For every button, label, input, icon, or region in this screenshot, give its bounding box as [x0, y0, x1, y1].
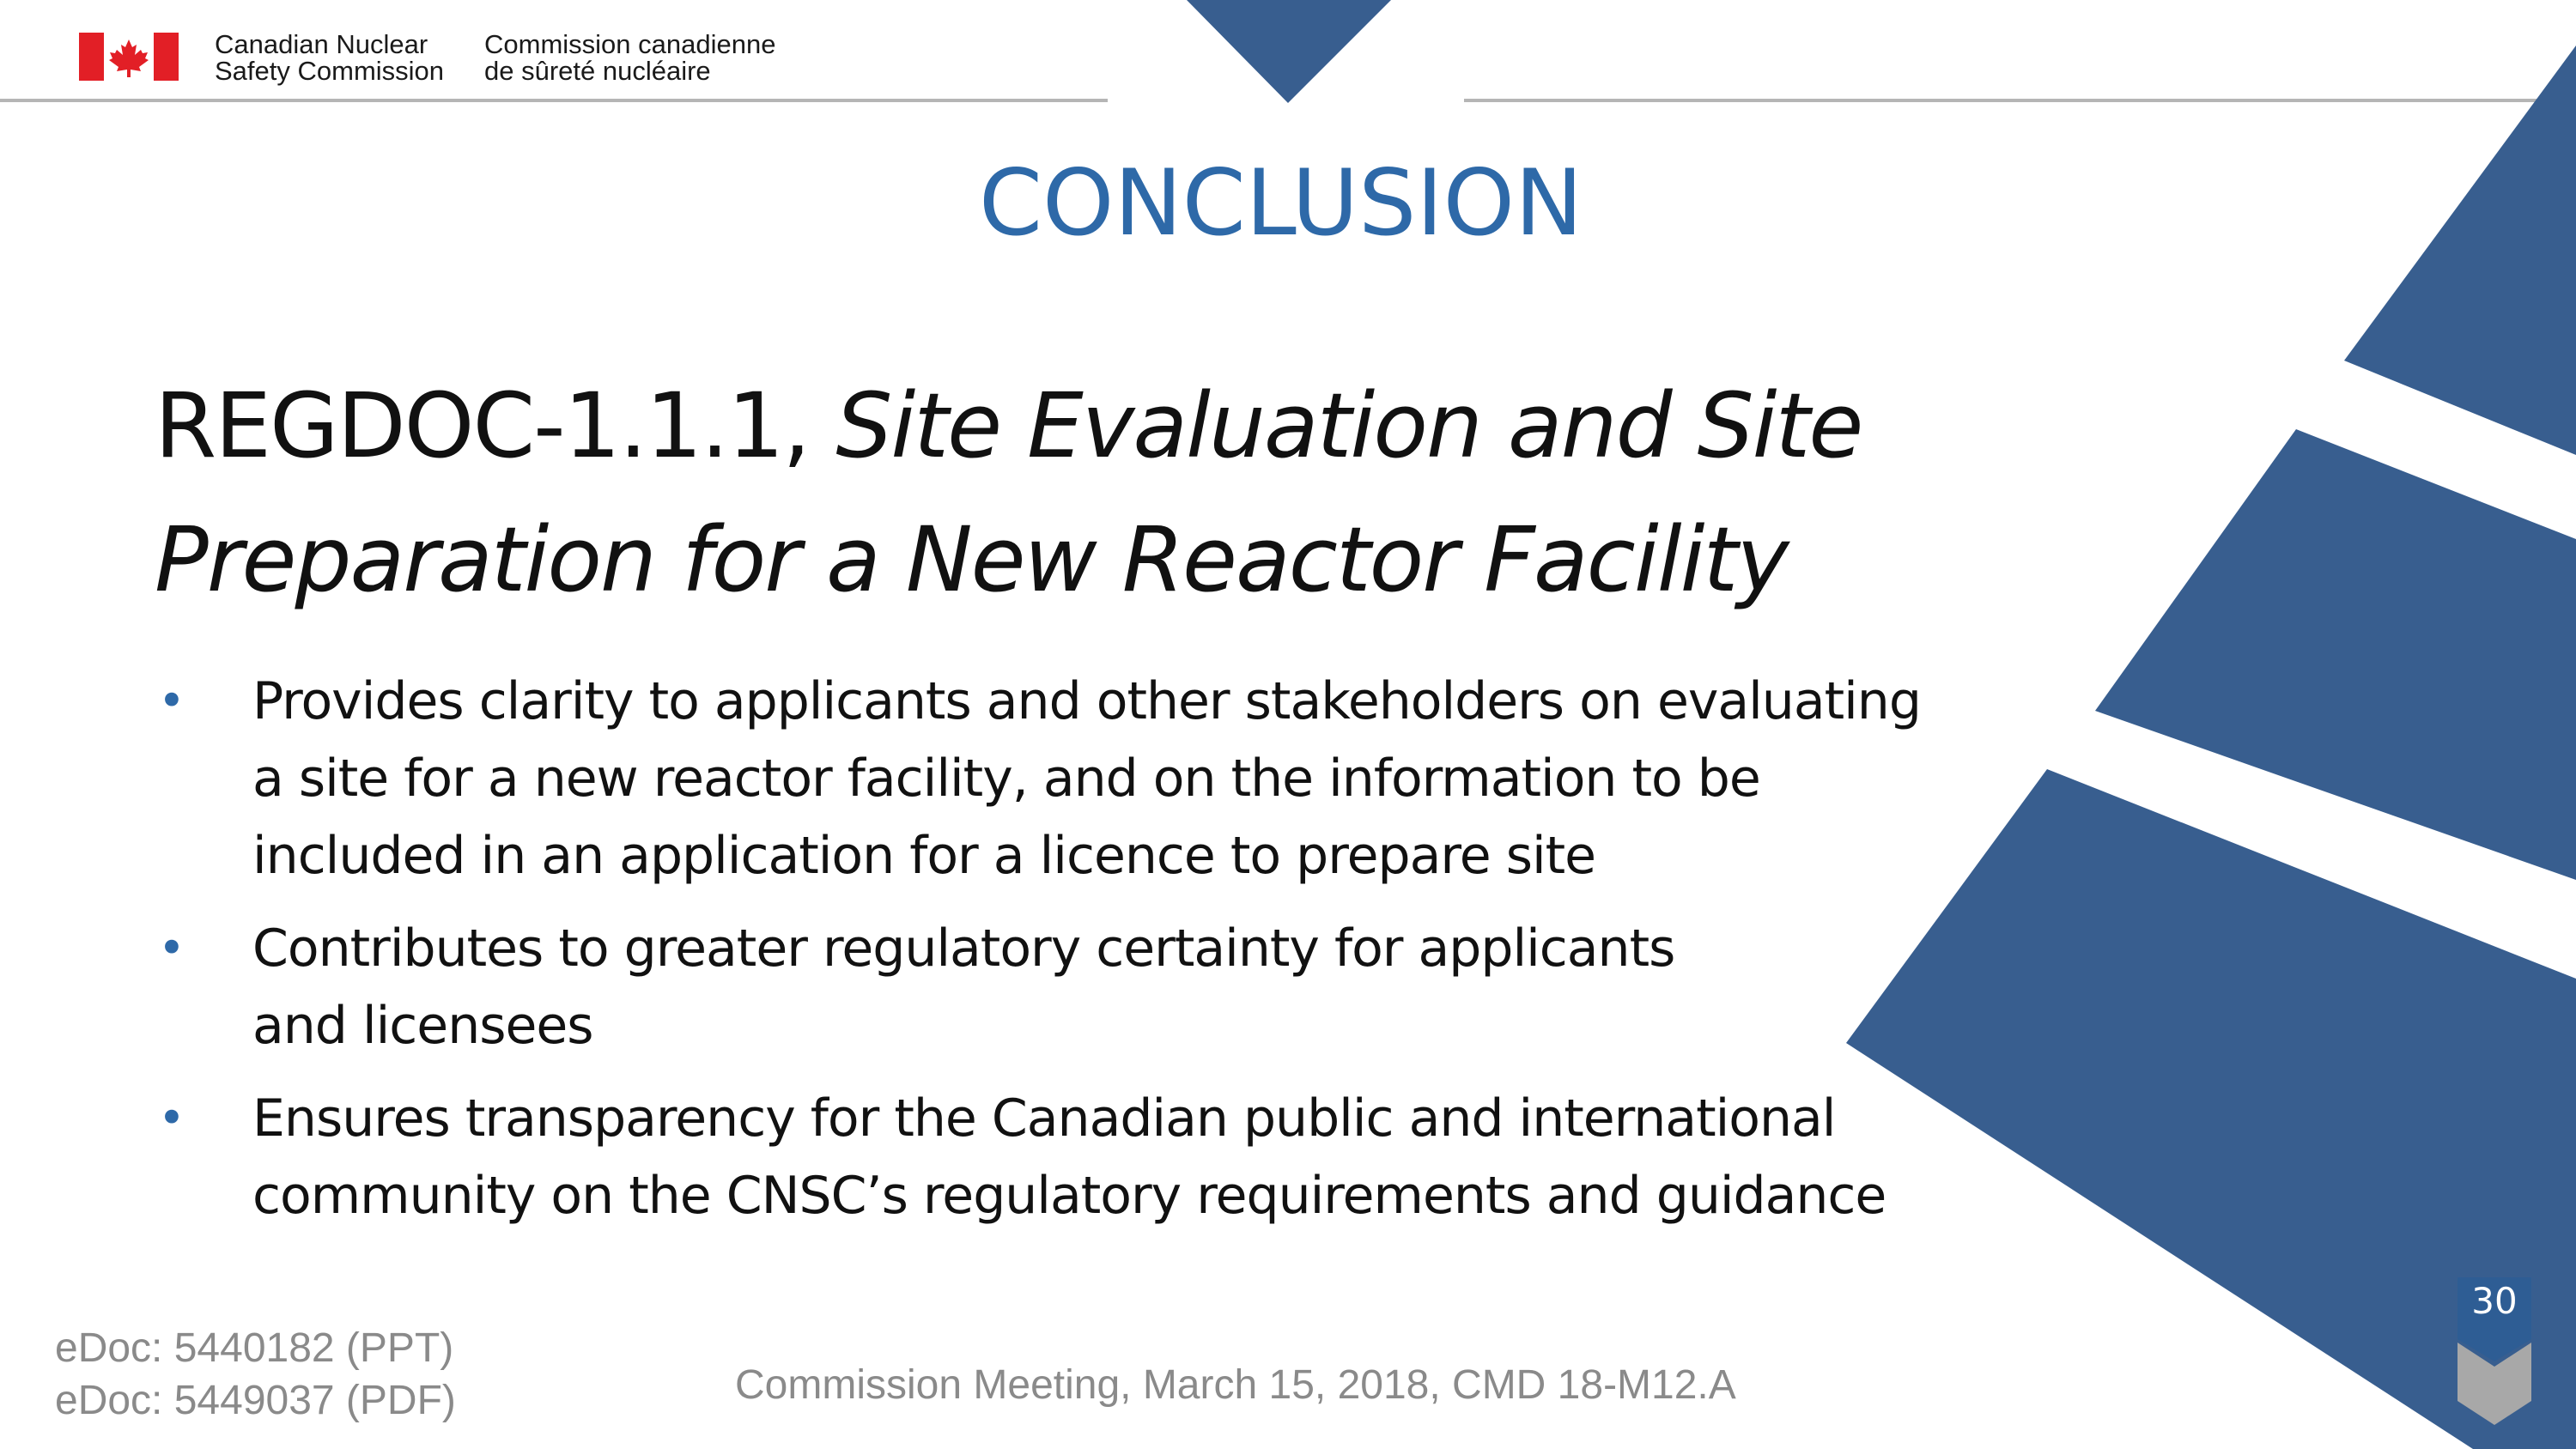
- edoc-ppt: eDoc: 5440182 (PPT): [55, 1325, 454, 1371]
- agency-en-line1: Canadian Nuclear: [215, 29, 428, 59]
- canada-flag-icon: [79, 33, 179, 81]
- edoc-references: [55, 1322, 456, 1427]
- bullet-dot: •: [158, 921, 185, 975]
- bullet-text: Provides clarity to applicants and other stakeholders on evaluating: [252, 671, 1921, 731]
- bullet-item: [155, 910, 2044, 1064]
- bullet-text: included in an application for a licence to prepare site: [252, 826, 1596, 886]
- bullet-text: and licensees: [252, 996, 593, 1056]
- meeting-footer: Commission Meeting, March 15, 2018, CMD 18-M12.A: [735, 1362, 1736, 1408]
- bullet-text: Contributes to greater regulatory certainty for applicants: [252, 919, 1675, 979]
- heading-title-part1: Site Evaluation and Site: [835, 373, 1862, 478]
- bullet-item: [155, 1080, 2044, 1234]
- header-triangle-notch: [1187, 0, 1391, 103]
- agency-en-line2: Safety Commission: [215, 56, 445, 86]
- agency-fr-line2: de sûreté nucléaire: [484, 56, 711, 86]
- corner-shape-middle: [2095, 429, 2576, 880]
- edoc-pdf: eDoc: 5449037 (PDF): [55, 1378, 456, 1423]
- bullet-text: a site for a new reactor facility, and on the information to be: [252, 749, 1760, 809]
- heading-regdoc: REGDOC-1.1.1,: [155, 373, 836, 478]
- bullet-item: [155, 663, 2044, 894]
- bullet-list: [155, 663, 2044, 1250]
- agency-fr-line1: Commission canadienne: [484, 29, 776, 59]
- agency-name-french: [484, 31, 775, 84]
- bullet-text: community on the CNSC’s regulatory requirements and guidance: [252, 1166, 1886, 1226]
- heading-title-part2: Preparation for a New Reactor Facility: [155, 507, 1788, 612]
- bullet-dot: •: [158, 674, 185, 728]
- agency-name-english: [215, 31, 444, 84]
- page-number: 30: [2471, 1280, 2518, 1322]
- slide-title: CONCLUSION: [979, 150, 1583, 256]
- bullet-dot: •: [158, 1091, 185, 1145]
- bullet-text: Ensures transparency for the Canadian public and international: [252, 1088, 1836, 1149]
- corner-shape-top: [2344, 45, 2576, 455]
- document-heading: [155, 359, 2001, 627]
